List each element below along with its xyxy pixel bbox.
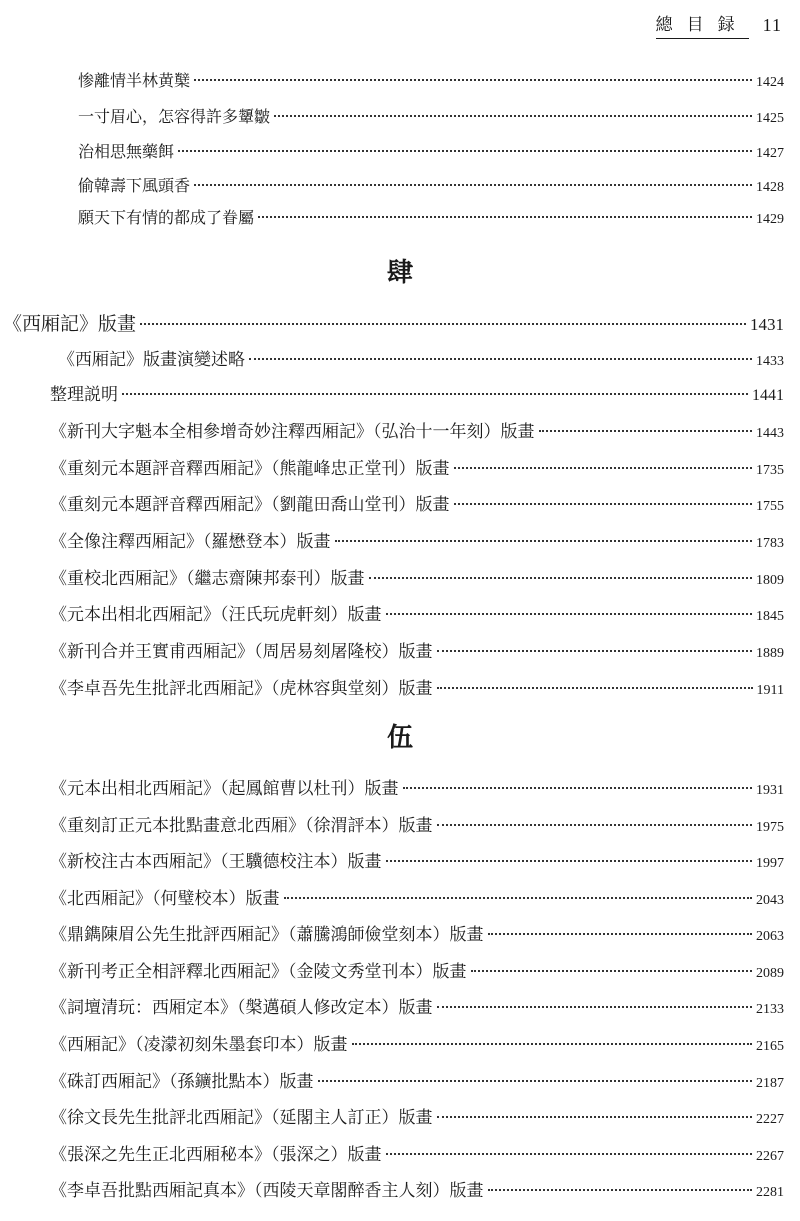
- toc-entry-page: 1997: [756, 856, 784, 871]
- toc-entry-title: 《詞壇清玩：西厢定本》（槃邁碩人修改定本）版畫: [50, 998, 433, 1018]
- toc-entry[interactable]: [50, 564, 784, 589]
- leader-dots: [335, 540, 753, 542]
- leader-dots: [386, 860, 753, 862]
- toc-entry-title: 《元本出相北西厢記》（起鳳館曹以杜刊）版畫: [50, 779, 399, 799]
- leader-dots: [437, 1006, 753, 1008]
- toc-entry-page: 1809: [756, 573, 784, 588]
- toc-entry-page: 2089: [756, 966, 784, 981]
- toc-entry-title: 惨離情半林黄櫱: [78, 71, 191, 90]
- toc-entry-page: 1433: [756, 354, 784, 369]
- toc-entry-title: 治相思無藥餌: [78, 142, 175, 161]
- toc-entry-page: 1428: [756, 180, 784, 195]
- toc-entry-page: 1425: [756, 111, 784, 126]
- leader-dots: [369, 577, 753, 579]
- toc-entry[interactable]: [50, 1067, 784, 1092]
- toc-entry-page: 1911: [756, 683, 784, 698]
- toc-entry[interactable]: [50, 811, 784, 836]
- toc-entry-page: 2063: [756, 929, 784, 944]
- leader-dots: [539, 430, 753, 432]
- leader-dots: [488, 933, 753, 935]
- toc-entry-title: 《西厢記》版畫: [3, 313, 137, 335]
- toc-entry[interactable]: [50, 1030, 784, 1055]
- toc-entry-page: 1441: [752, 387, 784, 404]
- leader-dots: [403, 787, 753, 789]
- toc-entry[interactable]: [50, 993, 784, 1018]
- toc-entry-page: 1755: [756, 499, 784, 514]
- toc-entry[interactable]: [50, 600, 784, 625]
- toc-entry-page: 1431: [750, 315, 784, 334]
- toc-entry[interactable]: [50, 380, 784, 405]
- toc-entry[interactable]: [50, 417, 784, 442]
- leader-dots: [318, 1080, 753, 1082]
- toc-entry[interactable]: [50, 1176, 784, 1201]
- toc-entry[interactable]: [50, 847, 784, 872]
- toc-entry[interactable]: [58, 345, 784, 370]
- toc-entry-page: 1975: [756, 820, 784, 835]
- leader-dots: [471, 970, 753, 972]
- leader-dots: [386, 613, 753, 615]
- toc-entry[interactable]: [78, 139, 784, 162]
- leader-dots: [386, 1153, 753, 1155]
- leader-dots: [140, 323, 746, 325]
- toc-entry-page: 1424: [756, 75, 784, 90]
- toc-entry-page: 1735: [756, 463, 784, 478]
- toc-entry-title: 《新刊合并王實甫西厢記》（周居易刻屠隆校）版畫: [50, 642, 433, 662]
- toc-entry-title: 《新校注古本西厢記》（王驥德校注本）版畫: [50, 852, 382, 872]
- toc-entry-title: 《李卓吾批點西厢記真本》（西陵天章閣醉香主人刻）版畫: [50, 1181, 484, 1201]
- leader-dots: [178, 150, 752, 152]
- section-heading: 伍: [386, 723, 413, 753]
- running-header: [656, 10, 782, 39]
- leader-dots: [194, 184, 752, 186]
- toc-entry-title: 一寸眉心，怎容得許多顰皺: [78, 107, 271, 126]
- leader-dots: [454, 503, 753, 505]
- toc-entry[interactable]: [50, 884, 784, 909]
- toc-entry-title: 《張深之先生正北西厢秘本》（張深之）版畫: [50, 1145, 382, 1165]
- leader-dots: [437, 650, 753, 652]
- toc-entry-page: 1783: [756, 536, 784, 551]
- toc-entry[interactable]: [50, 490, 784, 515]
- toc-entry[interactable]: [50, 774, 784, 799]
- toc-entry-title: 《西厢記》版畫演變述略: [58, 350, 245, 370]
- leader-dots: [194, 79, 752, 81]
- toc-entry-page: 1889: [756, 646, 784, 661]
- toc-entry-title: 《鼎鐫陳眉公先生批評西厢記》（蕭騰鴻師儉堂刻本）版畫: [50, 925, 484, 945]
- leader-dots: [488, 1189, 753, 1191]
- toc-entry-title: 《新刊考正全相評釋北西厢記》（金陵文秀堂刊本）版畫: [50, 962, 467, 982]
- toc-entry-page: 2187: [756, 1076, 784, 1091]
- leader-dots: [258, 216, 752, 218]
- toc-entry-page: 1443: [756, 426, 784, 441]
- toc-entry-page: 1429: [756, 212, 784, 227]
- toc-entry-title: 《全像注釋西厢記》（羅懋登本）版畫: [50, 532, 331, 552]
- toc-entry-page: 1845: [756, 609, 784, 624]
- toc-entry-title: 《徐文長先生批評北西厢記》（延閣主人訂正）版畫: [50, 1108, 433, 1128]
- toc-entry-page: 2133: [756, 1002, 784, 1017]
- toc-entry[interactable]: [50, 674, 784, 699]
- leader-dots: [284, 897, 753, 899]
- toc-entry-title: 《硃訂西厢記》（孫鑛批點本）版畫: [50, 1072, 314, 1092]
- toc-entry[interactable]: [78, 68, 784, 91]
- toc-entry-page: 1931: [756, 783, 784, 798]
- leader-dots: [437, 1116, 753, 1118]
- toc-entry-title: 整理説明: [50, 385, 118, 405]
- toc-entry-title: 《西厢記》（凌濛初刻朱墨套印本）版畫: [50, 1035, 348, 1055]
- toc-entry[interactable]: [50, 920, 784, 945]
- toc-entry-title: 偷韓壽下風頭香: [78, 176, 191, 195]
- leader-dots: [437, 824, 753, 826]
- toc-entry[interactable]: [3, 309, 784, 336]
- toc-entry-title: 《新刊大字魁本全相參增奇妙注釋西厢記》（弘治十一年刻）版畫: [50, 422, 535, 442]
- toc-entry[interactable]: [78, 205, 784, 228]
- section-heading: 肆: [386, 258, 413, 288]
- toc-entry[interactable]: [50, 454, 784, 479]
- toc-entry-title: 《重刻元本題評音釋西厢記》（熊龍峰忠正堂刊）版畫: [50, 459, 450, 479]
- leader-dots: [352, 1043, 753, 1045]
- toc-entry[interactable]: [50, 1103, 784, 1128]
- leader-dots: [274, 115, 752, 117]
- toc-entry-title: 《李卓吾先生批評北西厢記》（虎林容與堂刻）版畫: [50, 679, 433, 699]
- toc-entry-page: 2281: [756, 1185, 784, 1200]
- leader-dots: [122, 393, 748, 395]
- toc-entry-title: 願天下有情的都成了眷屬: [78, 208, 255, 227]
- toc-entry-title: 《重校北西厢記》（繼志齋陳邦泰刊）版畫: [50, 569, 365, 589]
- toc-entry[interactable]: [50, 527, 784, 552]
- toc-entry-page: 2227: [756, 1112, 784, 1127]
- toc-entry-title: 《元本出相北西厢記》（汪氏玩虎軒刻）版畫: [50, 605, 382, 625]
- toc-entry-page: 2165: [756, 1039, 784, 1054]
- toc-entry-title: 《重刻元本題評音釋西厢記》（劉龍田喬山堂刊）版畫: [50, 495, 450, 515]
- leader-dots: [249, 358, 752, 360]
- leader-dots: [454, 467, 753, 469]
- toc-entry-page: 2043: [756, 893, 784, 908]
- toc-entry[interactable]: [50, 637, 784, 662]
- toc-entry-title: 《重刻訂正元本批點畫意北西厢》（徐渭評本）版畫: [50, 816, 433, 836]
- toc-entry-page: 1427: [756, 146, 784, 161]
- page-number: 11: [762, 15, 782, 35]
- book-title: 總目録: [656, 10, 749, 39]
- toc-entry[interactable]: [50, 1140, 784, 1165]
- leader-dots: [437, 687, 753, 689]
- toc-entry[interactable]: [50, 957, 784, 982]
- toc-entry[interactable]: [78, 104, 784, 127]
- toc-entry-title: 《北西厢記》（何璧校本）版畫: [50, 889, 280, 909]
- toc-entry-page: 2267: [756, 1149, 784, 1164]
- toc-entry[interactable]: [78, 173, 784, 196]
